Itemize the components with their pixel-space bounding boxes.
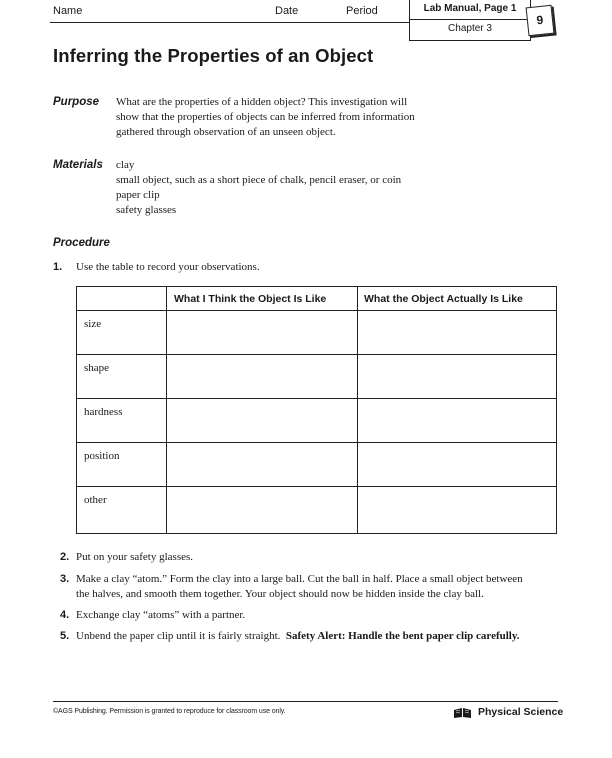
step-text: Put on your safety glasses.	[76, 551, 194, 563]
materials-list	[116, 158, 401, 218]
purpose-text	[116, 95, 415, 140]
materials-heading: Materials	[53, 159, 103, 171]
book-title: Physical Science	[478, 706, 564, 718]
step-line: Unbend the paper clip until it is fairly straight.	[76, 630, 281, 642]
page-title: Inferring the Properties of an Object	[53, 45, 374, 66]
material-item: safety glasses	[116, 204, 177, 216]
table-row-label-position: position	[84, 450, 120, 462]
step-line: Make a clay “atom.” Form the clay into a large ball. Cut the ball in half. Place a small object between	[76, 573, 523, 585]
step-number: 4.	[60, 609, 70, 621]
purpose-line: What are the properties of a hidden object? This investigation will	[116, 96, 408, 108]
step-text	[76, 629, 520, 644]
material-item: clay	[116, 159, 135, 171]
observation-table	[76, 286, 557, 534]
step-text: Exchange clay “atoms” with a partner.	[76, 609, 246, 621]
chapter-label: Chapter 3	[448, 23, 492, 34]
table-row-label-shape: shape	[84, 362, 110, 374]
footer-rule	[53, 701, 558, 702]
material-item: small object, such as a short piece of chalk, pencil eraser, or coin	[116, 174, 402, 186]
step-number: 5.	[60, 630, 70, 642]
lab-manual-label: Lab Manual, Page 1	[423, 3, 517, 14]
table-row-label-other: other	[84, 494, 107, 506]
table-row-label-hardness: hardness	[84, 406, 123, 418]
lab-manual-divider	[410, 19, 530, 20]
table-row-divider	[77, 398, 556, 399]
safety-alert: Safety Alert: Handle the bent paper clip carefully.	[285, 630, 520, 642]
book-icon	[453, 707, 473, 719]
step-text: Use the table to record your observations.	[76, 261, 260, 273]
table-col-divider	[357, 287, 358, 533]
date-label: Date	[275, 5, 299, 17]
procedure-heading: Procedure	[53, 237, 110, 249]
table-row-divider	[77, 354, 556, 355]
period-label: Period	[346, 5, 378, 17]
step-number: 2.	[60, 551, 70, 563]
purpose-line: gathered through observation of an unseen object.	[116, 126, 336, 138]
material-item: paper clip	[116, 189, 160, 201]
table-header-actual: What the Object Actually Is Like	[364, 293, 523, 305]
table-row-divider	[77, 310, 556, 311]
table-row-divider	[77, 486, 556, 487]
step-number: 3.	[60, 573, 70, 585]
step-number: 1.	[53, 261, 63, 273]
purpose-line: show that the properties of objects can be inferred from information	[116, 111, 415, 123]
table-col-divider	[166, 287, 167, 533]
lab-manual-box	[409, 0, 531, 41]
purpose-heading: Purpose	[53, 96, 100, 108]
copyright-text: ©AGS Publishing. Permission is granted to reproduce for classroom use only.	[53, 708, 286, 715]
page-tab: 9	[526, 5, 555, 37]
table-row-divider	[77, 442, 556, 443]
table-row-label-size: size	[84, 318, 102, 330]
header-rule	[50, 22, 410, 23]
table-header-think: What I Think the Object Is Like	[174, 293, 327, 305]
name-label: Name	[53, 5, 83, 17]
step-text	[76, 572, 523, 602]
step-line: the halves, and smooth them together. Your object should now be hidden inside the clay ball.	[76, 588, 484, 600]
